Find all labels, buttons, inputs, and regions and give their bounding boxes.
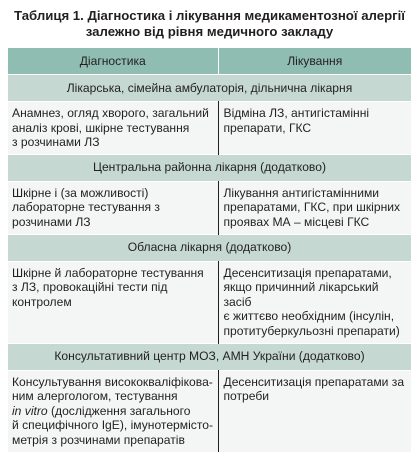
- in-vitro-term: in vitro: [12, 403, 48, 418]
- section-heading: Консультативний центр МОЗ, АМН України (додатково): [8, 343, 411, 370]
- header-treatment: Лікування: [218, 48, 411, 75]
- section-heading-row: [8, 75, 411, 102]
- treatment-line: Десенситизація препаратами,: [223, 265, 392, 280]
- treatment-line: препарати, ГКС: [223, 120, 312, 135]
- table-row: [8, 261, 411, 343]
- table-row: [8, 102, 411, 155]
- diagnosis-line: Анамнез, огляд хворого, загальний: [12, 106, 209, 120]
- diagnosis-line: метрія з розчинами препаратів: [12, 432, 185, 447]
- diagnosis-cell: [8, 181, 218, 234]
- treatment-line: є життєво необхідним (інсулін,: [223, 309, 395, 324]
- treatment-line: потреби: [223, 389, 270, 404]
- section-heading: Обласна лікарня (додатково): [8, 234, 411, 261]
- table-title-line-2: залежно від рівня медичного закладу: [85, 24, 334, 39]
- section-heading-row: [8, 234, 411, 261]
- header-diagnosis: Діагностика: [8, 48, 218, 75]
- table-row: [8, 370, 411, 451]
- diagnosis-line: розчинами ЛЗ: [12, 214, 91, 229]
- diagnosis-line: [12, 404, 214, 419]
- treatment-line: Десенситизація препаратами за: [223, 374, 405, 389]
- section-heading-row: [8, 343, 411, 370]
- table-row: [8, 181, 411, 234]
- table-title: [0, 0, 419, 48]
- diagnosis-cell: [8, 261, 218, 343]
- section-heading: Центральна районна лікарня (додатково): [8, 154, 411, 181]
- section-heading-row: [8, 154, 411, 181]
- treatment-line: препаратами, ГКС, при шкірних: [223, 200, 401, 215]
- diagnosis-line: Шкірне і (за можливості): [12, 185, 149, 200]
- diagnosis-line: контролем: [12, 294, 72, 309]
- treatment-cell: [218, 261, 411, 343]
- diagnosis-line: з розчинами ЛЗ: [12, 135, 100, 150]
- treatment-line: якщо причинний лікарський засіб: [223, 280, 379, 309]
- treatment-line: проявах МА – місцеві ГКС: [223, 214, 370, 229]
- diagnosis-line-rest: (дослідження загального: [47, 403, 191, 418]
- diagnosis-cell: [8, 102, 218, 155]
- diagnosis-line: Шкірне й лабораторне тестування: [12, 265, 204, 280]
- diagnosis-line: лабораторне тестування з: [12, 200, 160, 215]
- diagnosis-line: аналіз крові, шкірне тестування: [12, 120, 190, 135]
- treatment-line: протитуберкульозні препарати): [223, 323, 400, 338]
- treatment-cell: [218, 181, 411, 234]
- treatment-line: Лікування антигістамінними: [223, 185, 380, 200]
- treatment-cell: [218, 370, 411, 451]
- diagnosis-line: ним алергологом, тестування: [12, 389, 178, 404]
- diagnosis-cell: [8, 370, 218, 451]
- diagnosis-line: й специфічного IgE), імунотермісто-: [12, 418, 213, 433]
- header-row: [8, 48, 411, 75]
- diagnostics-treatment-table: [8, 48, 411, 452]
- diagnosis-line: Консультування висококваліфікова-: [12, 374, 213, 389]
- table-title-line-1: Таблиця 1. Діагностика і лікування медикаментозної алергії: [13, 8, 406, 23]
- diagnosis-line: з ЛЗ, провокаційні тести під: [12, 280, 168, 295]
- treatment-line: Відміна ЛЗ, антигістамінні: [223, 106, 370, 120]
- treatment-cell: [218, 102, 411, 155]
- section-heading: Лікарська, сімейна амбулаторія, дільнична лікарня: [8, 75, 411, 102]
